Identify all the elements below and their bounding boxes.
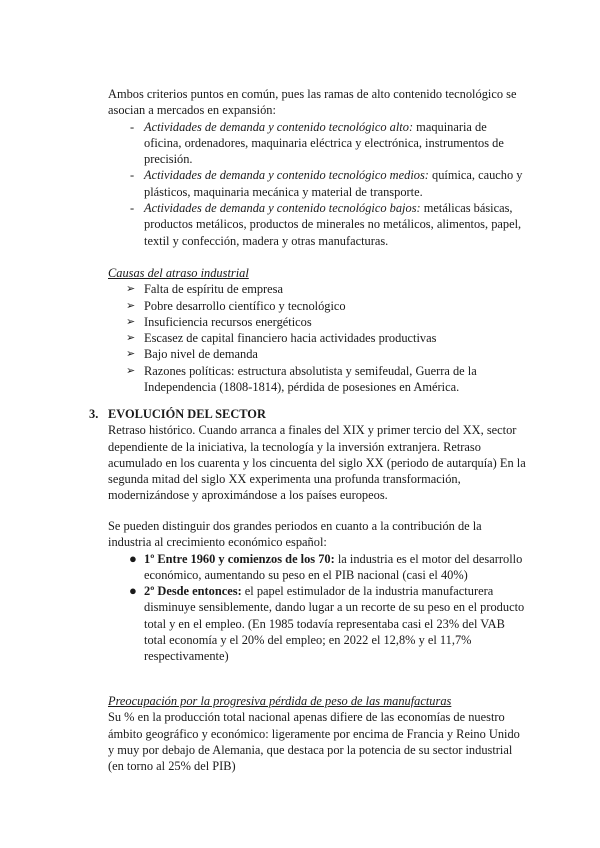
arrow-marker: ➢	[126, 299, 136, 312]
bullet-marker: ●	[129, 550, 137, 566]
section-title: EVOLUCIÓN DEL SECTOR	[108, 407, 266, 421]
demand-list	[108, 119, 526, 249]
dash-marker: -	[130, 119, 135, 134]
causes-list	[108, 281, 526, 395]
bullet-marker: ●	[129, 583, 137, 599]
item-text: Pobre desarrollo científico y tecnológico	[144, 298, 346, 313]
list-item	[108, 167, 526, 200]
arrow-marker: ➢	[126, 283, 136, 296]
arrow-marker: ➢	[126, 364, 136, 377]
item-text: la industria es el motor del desarrollo económico, aumentando su peso en el PIB nacional (casi el 40%)	[144, 551, 523, 582]
item-label: Actividades de demanda y contenido tecnológico alto:	[144, 119, 414, 134]
item-label: Actividades de demanda y contenido tecnológico bajos:	[144, 201, 421, 216]
list-item	[108, 281, 526, 297]
arrow-marker: ➢	[126, 332, 136, 345]
list-item	[108, 200, 526, 249]
item-label: 2º Desde entonces:	[144, 584, 242, 599]
item-text: Escasez de capital financiero hacia actividades productivas	[144, 331, 437, 346]
concern-section	[108, 693, 526, 774]
item-text: Razones políticas: estructura absolutista y semifeudal, Guerra de la Independencia (1808-1814), pérdida de posesiones en América.	[144, 363, 477, 395]
section-3	[108, 406, 526, 504]
section-number: 3.	[89, 407, 99, 421]
intro-text: Ambos criterios puntos en común, pues las ramas de alto contenido tecnológico se asocian a mercados en expansión:	[108, 87, 517, 118]
item-text: metálicas básicas, productos metálicos, productos de minerales no metálicos, alimentos, papel, textil y confección, madera y otras manufacturas.	[144, 201, 522, 248]
section-paragraph: Retraso histórico. Cuando arranca a finales del XIX y primer tercio del XX, sector dependiente de la iniciativa, la tecnología y la inversión extranjera. Retraso acumulado en los cuarenta y los cincuenta del siglo XX (periodo de autarquía) En la segunda mitad del siglo XX experimenta una profunda transformación, modernizándose y aproximándose a los países europeos.	[108, 423, 526, 503]
intro-paragraph	[108, 86, 526, 249]
periods-list	[108, 551, 526, 665]
dash-marker: -	[130, 201, 135, 216]
periods-section	[108, 518, 526, 665]
list-item	[108, 551, 526, 584]
item-text: maquinaria de oficina, ordenadores, maquinaria eléctrica y electrónica, instrumentos de precisión.	[144, 119, 504, 167]
causes-title: Causas del atraso industrial	[108, 266, 249, 280]
item-text: el papel estimulador de la industria manufacturera disminuye sensiblemente, dando lugar a un recorte de su peso en el producto total y en el empleo. (En 1985 todavía representaba casi el 23% del VAB total economía y el 20% del empleo; en 2022 el 12,8% y el 11,7% respectivamente)	[144, 584, 525, 664]
list-item	[108, 314, 526, 330]
list-item	[108, 298, 526, 314]
list-item	[108, 346, 526, 362]
concern-text: Su % en la producción total nacional apenas difiere de las economías de nuestro ámbito geográfico y económico: ligeramente por encima de Francia y Reino Unido y muy por debajo de Alemania, que destaca por la potencia de su sector industrial (en torno al 25% del PIB)	[108, 710, 520, 774]
arrow-marker: ➢	[126, 348, 136, 361]
periods-intro: Se pueden distinguir dos grandes periodos en cuanto a la contribución de la industria al crecimiento económico español:	[108, 519, 482, 550]
concern-title: Preocupación por la progresiva pérdida de peso de las manufacturas	[108, 694, 452, 708]
item-text: química, caucho y plásticos, maquinaria mecánica y material de transporte.	[144, 168, 523, 199]
list-item	[108, 330, 526, 346]
list-item	[108, 583, 526, 664]
item-label: Actividades de demanda y contenido tecnológico medios:	[144, 168, 429, 183]
dash-marker: -	[130, 168, 135, 183]
list-item	[108, 363, 526, 396]
causes-section	[108, 265, 526, 395]
list-item	[108, 119, 526, 168]
item-text: Insuficiencia recursos energéticos	[144, 314, 312, 329]
item-label: 1º Entre 1960 y comienzos de los 70:	[144, 551, 335, 566]
item-text: Bajo nivel de demanda	[144, 347, 258, 362]
item-text: Falta de espíritu de empresa	[144, 282, 284, 297]
arrow-marker: ➢	[126, 315, 136, 328]
